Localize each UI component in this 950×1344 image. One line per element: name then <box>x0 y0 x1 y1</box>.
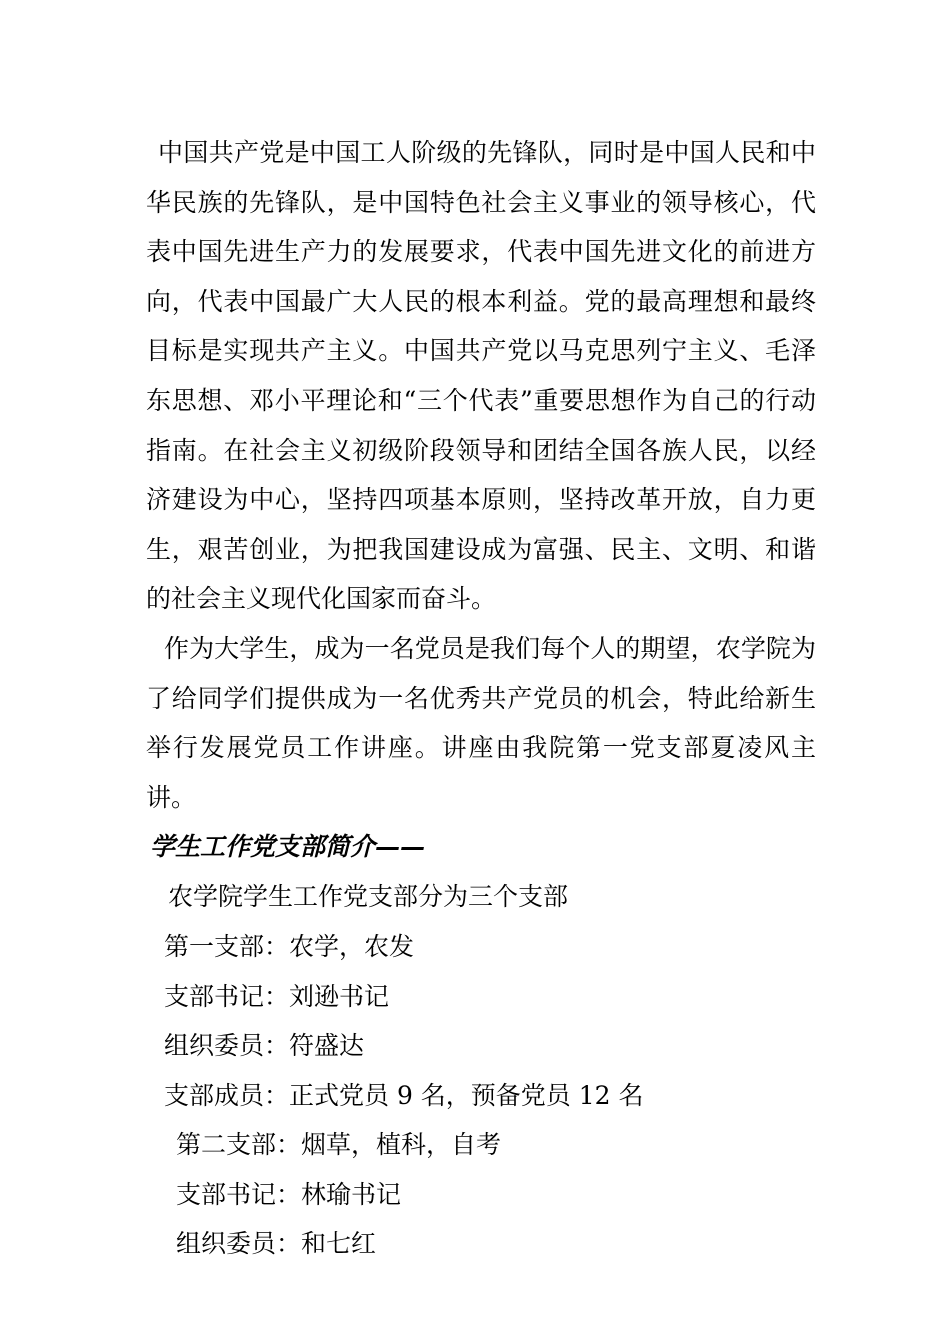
intro-paragraph: 中国共产党是中国工人阶级的先锋队，同时是中国人民和中华民族的先锋队，是中国特色社会主义事业的领导核心，代表中国先进生产力的发展要求，代表中国先进文化的前进方向，代表中国最广大人民的根本利益。党的最高理想和最终目标是实现共产主义。中国共产党以马克思列宁主义、毛泽东思想、邓小平理论和“三个代表”重要思想作为自己的行动指南。在社会主义初级阶段领导和团结全国各族人民，以经济建设为中心，坚持四项基本原则，坚持改革开放，自力更生，艰苦创业，为把我国建设成为富强、民主、文明、和谐的社会主义现代化国家而奋斗。 <box>146 138 816 614</box>
branch1-organizer: 组织委员：符盛达 <box>164 1031 365 1061</box>
document-page <box>146 128 816 1269</box>
branch1-name: 第一支部：农学，农发 <box>164 931 415 961</box>
section-heading: 学生工作党支部简介—— <box>150 832 426 862</box>
branch-intro-line: 农学院学生工作党支部分为三个支部 <box>168 882 569 912</box>
branch2-secretary: 支部书记：林瑜书记 <box>176 1179 402 1209</box>
lecture-paragraph: 作为大学生，成为一名党员是我们每个人的期望，农学院为了给同学们提供成为一名优秀共产党员的机会，特此给新生举行发展党员工作讲座。讲座由我院第一党支部夏凌风主讲。 <box>146 633 816 812</box>
branch2-organizer: 组织委员：和七红 <box>176 1229 377 1259</box>
branch1-secretary: 支部书记：刘逊书记 <box>164 981 390 1011</box>
branch2-name: 第二支部：烟草，植科，自考 <box>176 1130 502 1160</box>
branch1-members: 支部成员：正式党员 9 名，预备党员 12 名 <box>164 1080 644 1110</box>
